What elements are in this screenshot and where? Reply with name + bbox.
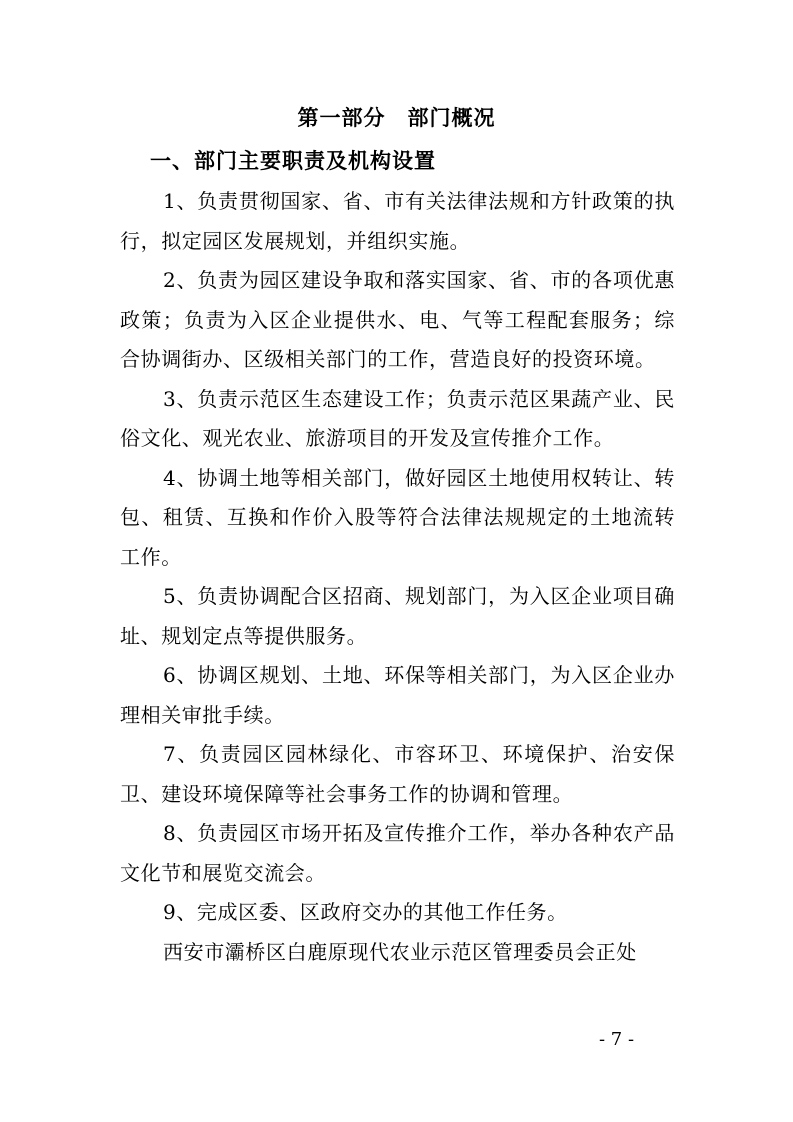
paragraph-duty-3: 3、负责示范区生态建设工作；负责示范区果蔬产业、民俗文化、观光农业、旅游项目的开发及宣传推介工作。 xyxy=(120,386,675,450)
page-number: - 7 - xyxy=(598,1029,635,1050)
page-title: 第一部分 部门概况 xyxy=(297,106,496,130)
paragraph-duty-6: 6、协调区规划、土地、环保等相关部门，为入区企业办理相关审批手续。 xyxy=(120,663,675,727)
paragraph-duty-1: 1、负责贯彻国家、省、市有关法律法规和方针政策的执行，拟定园区发展规划，并组织实施。 xyxy=(120,189,675,253)
paragraph-duty-7: 7、负责园区园林绿化、市容环卫、环境保护、治安保卫、建设环境保障等社会事务工作的协调和管理。 xyxy=(120,742,675,806)
section-heading: 一、部门主要职责及机构设置 xyxy=(150,149,436,173)
paragraph-duty-9: 9、完成区委、区政府交办的其他工作任务。 xyxy=(163,900,568,924)
paragraph-duty-5: 5、负责协调配合区招商、规划部门，为入区企业项目确址、规划定点等提供服务。 xyxy=(120,584,675,648)
paragraph-duty-8: 8、负责园区市场开拓及宣传推介工作，举办各种农产品文化节和展览交流会。 xyxy=(120,821,675,885)
page-number-wrapper xyxy=(0,1026,793,1054)
paragraph-duty-4: 4、协调土地等相关部门，做好园区土地使用权转让、转包、租赁、互换和作价入股等符合法律法规规定的土地流转工作。 xyxy=(120,465,675,569)
paragraph-duty-2: 2、负责为园区建设争取和落实国家、省、市的各项优惠政策；负责为入区企业提供水、电、气等工程配套服务；综合协调街办、区级相关部门的工作，营造良好的投资环境。 xyxy=(120,268,675,371)
body-text xyxy=(120,182,675,972)
paragraph-organization: 西安市灞桥区白鹿原现代农业示范区管理委员会正处 xyxy=(163,939,637,964)
